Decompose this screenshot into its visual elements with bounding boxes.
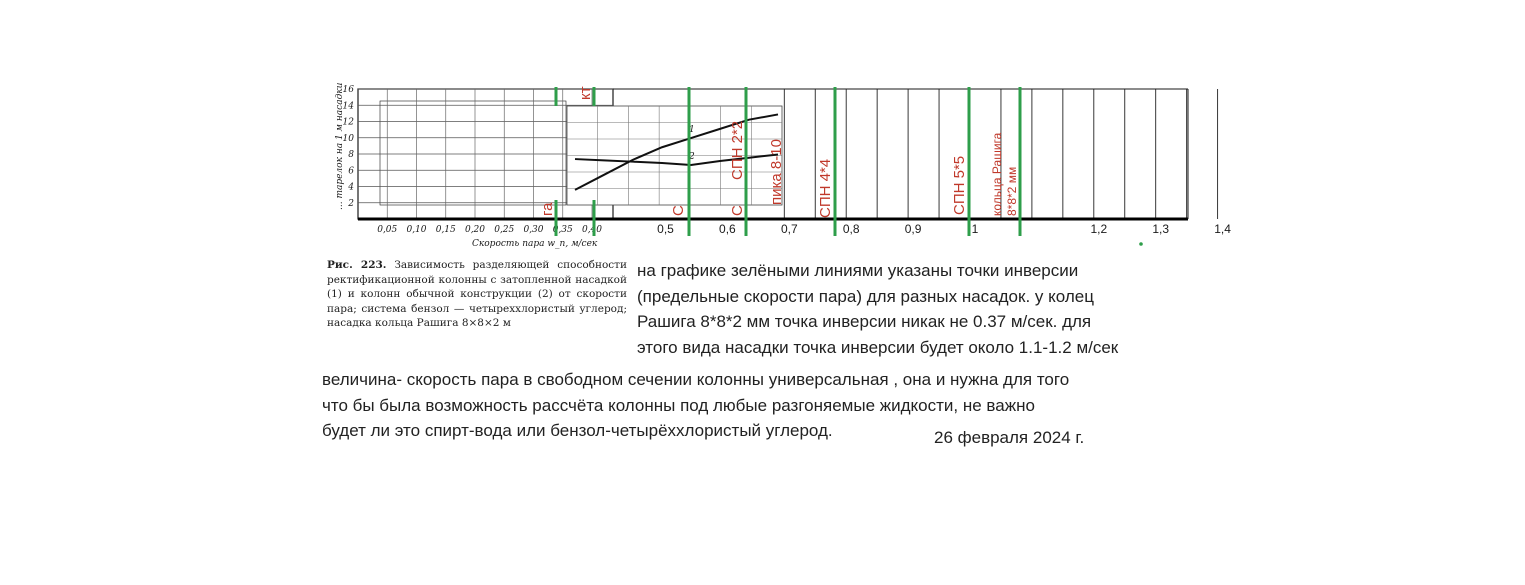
ext-x-tick-label: 0,9 (904, 222, 922, 236)
series-label: 1 (689, 125, 695, 136)
y-tick-label: 12 (342, 117, 354, 128)
ext-x-tick-label: 1,4 (1214, 222, 1231, 236)
ext-x-tick-label: 0,7 (780, 222, 798, 236)
x-tick-label: 0,30 (523, 225, 544, 235)
y-tick-label: 4 (348, 182, 354, 193)
ext-x-tick-label: 1,3 (1152, 222, 1170, 236)
marker-label: СПН 5*5 (951, 155, 968, 215)
figure-caption (327, 258, 627, 331)
x-tick-label: 0,20 (464, 225, 486, 235)
marker-label-extra: С (670, 205, 687, 216)
note-line: на графике зелёными линиями указаны точки инверсии (637, 261, 1079, 280)
ext-x-tick-label: 1 (971, 222, 979, 236)
x-tick-label: 0,10 (406, 225, 427, 235)
x-tick-label: 0,25 (494, 225, 515, 235)
y-tick-label: 10 (342, 133, 354, 144)
series-label: 2 (689, 151, 695, 162)
caption-label: Рис. 223. (327, 259, 387, 271)
x-tick-label: 0,05 (377, 225, 398, 235)
y-tick-label: 6 (348, 166, 354, 177)
marker-label: кт (577, 86, 594, 100)
x-tick-label: 0,15 (435, 225, 456, 235)
marker-label: кольца Рашига (990, 132, 1004, 216)
y-axis-label: ... тарелок на 1 м насадки (335, 82, 345, 210)
ext-x-tick-label: 0,5 (657, 222, 674, 236)
y-tick-label: 16 (342, 85, 354, 95)
note-line: Рашига 8*8*2 мм точка инверсии никак не 0.37 м/сек. для (637, 312, 1092, 331)
marker-label: га (539, 202, 556, 216)
marker-label: пика 8-10 (768, 139, 785, 205)
ext-x-tick-label: 0,6 (719, 222, 736, 236)
marker-label: СПН 4*4 (817, 158, 834, 218)
ext-x-tick-label: 1,2 (1090, 222, 1108, 236)
y-tick-label: 8 (348, 150, 354, 160)
scan-patch (380, 101, 566, 205)
note-line: этого вида насадки точка инверсии будет около 1.1-1.2 м/сек (637, 337, 1119, 357)
x-tick-label: 0,35 (552, 225, 573, 235)
green-dot (1139, 242, 1143, 246)
y-tick-label: 14 (342, 101, 354, 112)
x-tick-label: 0,40 (581, 225, 603, 235)
note-line: (предельные скорости пара) для разных насадок. у колец (637, 286, 1094, 306)
x-axis-label: Скорость пара w_п, м/сек (472, 239, 598, 249)
body-line: что бы была возможность рассчёта колонны под любые разгоняемые жидкости, не важно (322, 395, 1035, 415)
caption-text: Зависимость разделяющей способности ректификационной колонны с затопленной насадкой (1) и колонн обычной конструкции (2) от скорости пара; система бензол — четыреххлористый углерод; насадка кольца Рашига 8×8×2 м (327, 259, 627, 330)
post-date: 26 февраля 2024 г. (934, 428, 1085, 447)
marker-label-extra: С (729, 205, 746, 216)
body-line: будет ли это спирт-вода или бензол-четырёххлористый углерод. (322, 421, 833, 440)
body-line: величина- скорость пара в свободном сечении колонны универсальная , она и нужна для того (322, 370, 1070, 389)
ext-x-tick-label: 0,8 (842, 222, 860, 236)
note-paragraph (637, 258, 1118, 360)
y-tick-label: 2 (348, 198, 354, 209)
marker-label: 8*8*2 мм (1005, 166, 1019, 216)
marker-label: СПН 2*2 (729, 120, 746, 180)
